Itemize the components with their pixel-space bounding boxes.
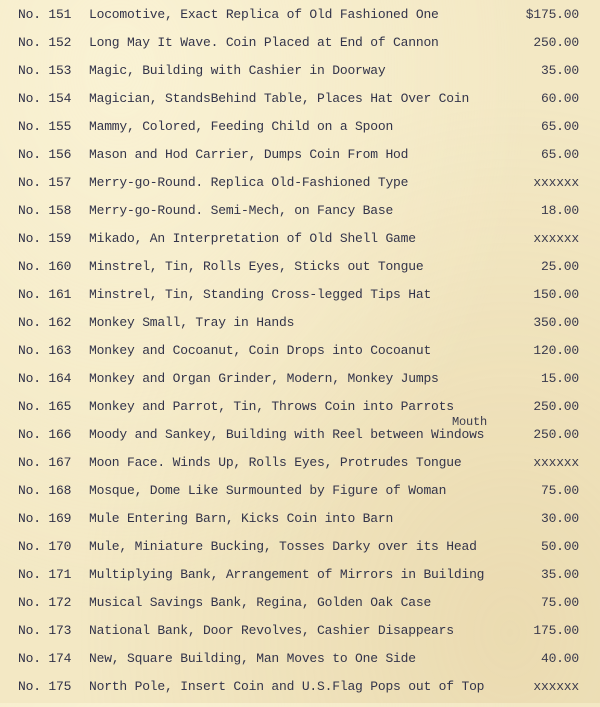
item-price: 65.00 xyxy=(540,147,579,162)
item-number: No. 158 xyxy=(18,203,72,218)
item-price: 50.00 xyxy=(540,539,579,554)
catalog-row xyxy=(0,287,600,315)
item-price: xxxxxx xyxy=(533,455,579,470)
item-number: No. 157 xyxy=(18,175,72,190)
item-number: No. 151 xyxy=(18,7,72,22)
catalog-row xyxy=(0,231,600,259)
item-description: Monkey and Parrot, Tin, Throws Coin into Parrots xyxy=(89,399,454,414)
catalog-row xyxy=(0,147,600,175)
item-description: Mosque, Dome Like Surmounted by Figure of Woman xyxy=(89,483,447,498)
catalog-row xyxy=(0,623,600,651)
item-number: No. 162 xyxy=(18,315,72,330)
item-description: North Pole, Insert Coin and U.S.Flag Pops out of Top xyxy=(89,679,485,694)
item-description: Minstrel, Tin, Rolls Eyes, Sticks out Tongue xyxy=(89,259,424,274)
catalog-row xyxy=(0,567,600,595)
item-description: Minstrel, Tin, Standing Cross-legged Tips Hat xyxy=(89,287,432,302)
item-price: 250.00 xyxy=(533,399,579,414)
item-price: 35.00 xyxy=(540,567,579,582)
item-price: 350.00 xyxy=(533,315,579,330)
catalog-row xyxy=(0,259,600,287)
item-price: 35.00 xyxy=(540,63,579,78)
item-description: Mule, Miniature Bucking, Tosses Darky over its Head xyxy=(89,539,477,554)
item-number: No. 175 xyxy=(18,679,72,694)
catalog-row xyxy=(0,119,600,147)
item-number: No. 160 xyxy=(18,259,72,274)
item-price: xxxxxx xyxy=(533,679,579,694)
item-price: 150.00 xyxy=(533,287,579,302)
item-description: Merry-go-Round. Semi-Mech, on Fancy Base xyxy=(89,203,394,218)
catalog-row xyxy=(0,371,600,399)
item-price: 120.00 xyxy=(533,343,579,358)
item-number: No. 154 xyxy=(18,91,72,106)
item-price: $175.00 xyxy=(525,7,579,22)
item-description: Mason and Hod Carrier, Dumps Coin From Hod xyxy=(89,147,409,162)
item-price: 175.00 xyxy=(533,623,579,638)
item-number: No. 155 xyxy=(18,119,72,134)
catalog-row xyxy=(0,483,600,511)
catalog-row xyxy=(0,539,600,567)
catalog-row xyxy=(0,651,600,679)
item-price: xxxxxx xyxy=(533,231,579,246)
catalog-row xyxy=(0,91,600,119)
item-number: No. 166 xyxy=(18,427,72,442)
item-number: No. 164 xyxy=(18,371,72,386)
item-price: 30.00 xyxy=(540,511,579,526)
item-number: No. 165 xyxy=(18,399,72,414)
item-description: Magic, Building with Cashier in Doorway xyxy=(89,63,386,78)
item-number: No. 163 xyxy=(18,343,72,358)
item-number: No. 174 xyxy=(18,651,72,666)
catalog-row xyxy=(0,203,600,231)
catalog-row xyxy=(0,595,600,623)
item-number: No. 171 xyxy=(18,567,72,582)
item-description: Locomotive, Exact Replica of Old Fashioned One xyxy=(89,7,439,22)
item-price: 15.00 xyxy=(540,371,579,386)
item-price: 25.00 xyxy=(540,259,579,274)
item-number: No. 153 xyxy=(18,63,72,78)
item-description: Moody and Sankey, Building with Reel between Windows xyxy=(89,427,485,442)
item-price: 250.00 xyxy=(533,427,579,442)
item-description-note: Mouth xyxy=(452,415,488,429)
item-number: No. 169 xyxy=(18,511,72,526)
item-description: Magician, StandsBehind Table, Places Hat Over Coin xyxy=(89,91,470,106)
item-price: 60.00 xyxy=(540,91,579,106)
item-number: No. 159 xyxy=(18,231,72,246)
item-description: Mammy, Colored, Feeding Child on a Spoon xyxy=(89,119,394,134)
catalog-row xyxy=(0,315,600,343)
item-number: No. 156 xyxy=(18,147,72,162)
item-description: Merry-go-Round. Replica Old-Fashioned Type xyxy=(89,175,409,190)
item-price: 40.00 xyxy=(540,651,579,666)
item-number: No. 167 xyxy=(18,455,72,470)
item-description: Moon Face. Winds Up, Rolls Eyes, Protrudes Tongue xyxy=(89,455,462,470)
item-price: 75.00 xyxy=(540,595,579,610)
catalog-row xyxy=(0,455,600,483)
catalog-row xyxy=(0,35,600,63)
item-description: Musical Savings Bank, Regina, Golden Oak Case xyxy=(89,595,432,610)
item-number: No. 152 xyxy=(18,35,72,50)
item-number: No. 173 xyxy=(18,623,72,638)
item-description: Monkey Small, Tray in Hands xyxy=(89,315,295,330)
item-number: No. 172 xyxy=(18,595,72,610)
item-description: Mule Entering Barn, Kicks Coin into Barn xyxy=(89,511,394,526)
item-description: Monkey and Cocoanut, Coin Drops into Cocoanut xyxy=(89,343,432,358)
item-number: No. 161 xyxy=(18,287,72,302)
item-price: 18.00 xyxy=(540,203,579,218)
item-description: Long May It Wave. Coin Placed at End of Cannon xyxy=(89,35,439,50)
item-price: 250.00 xyxy=(533,35,579,50)
item-price: 75.00 xyxy=(540,483,579,498)
item-description: New, Square Building, Man Moves to One Side xyxy=(89,651,416,666)
item-description: Multiplying Bank, Arrangement of Mirrors in Building xyxy=(89,567,485,582)
catalog-row xyxy=(0,63,600,91)
catalog-row xyxy=(0,343,600,371)
item-price: 65.00 xyxy=(540,119,579,134)
catalog-row xyxy=(0,511,600,539)
item-description: Mikado, An Interpretation of Old Shell Game xyxy=(89,231,416,246)
item-number: No. 168 xyxy=(18,483,72,498)
catalog-row xyxy=(0,7,600,35)
catalog-row xyxy=(0,175,600,203)
catalog-row xyxy=(0,399,600,427)
item-number: No. 170 xyxy=(18,539,72,554)
item-description: Monkey and Organ Grinder, Modern, Monkey Jumps xyxy=(89,371,439,386)
item-price: xxxxxx xyxy=(533,175,579,190)
item-description: National Bank, Door Revolves, Cashier Disappears xyxy=(89,623,454,638)
catalog-row xyxy=(0,415,600,455)
